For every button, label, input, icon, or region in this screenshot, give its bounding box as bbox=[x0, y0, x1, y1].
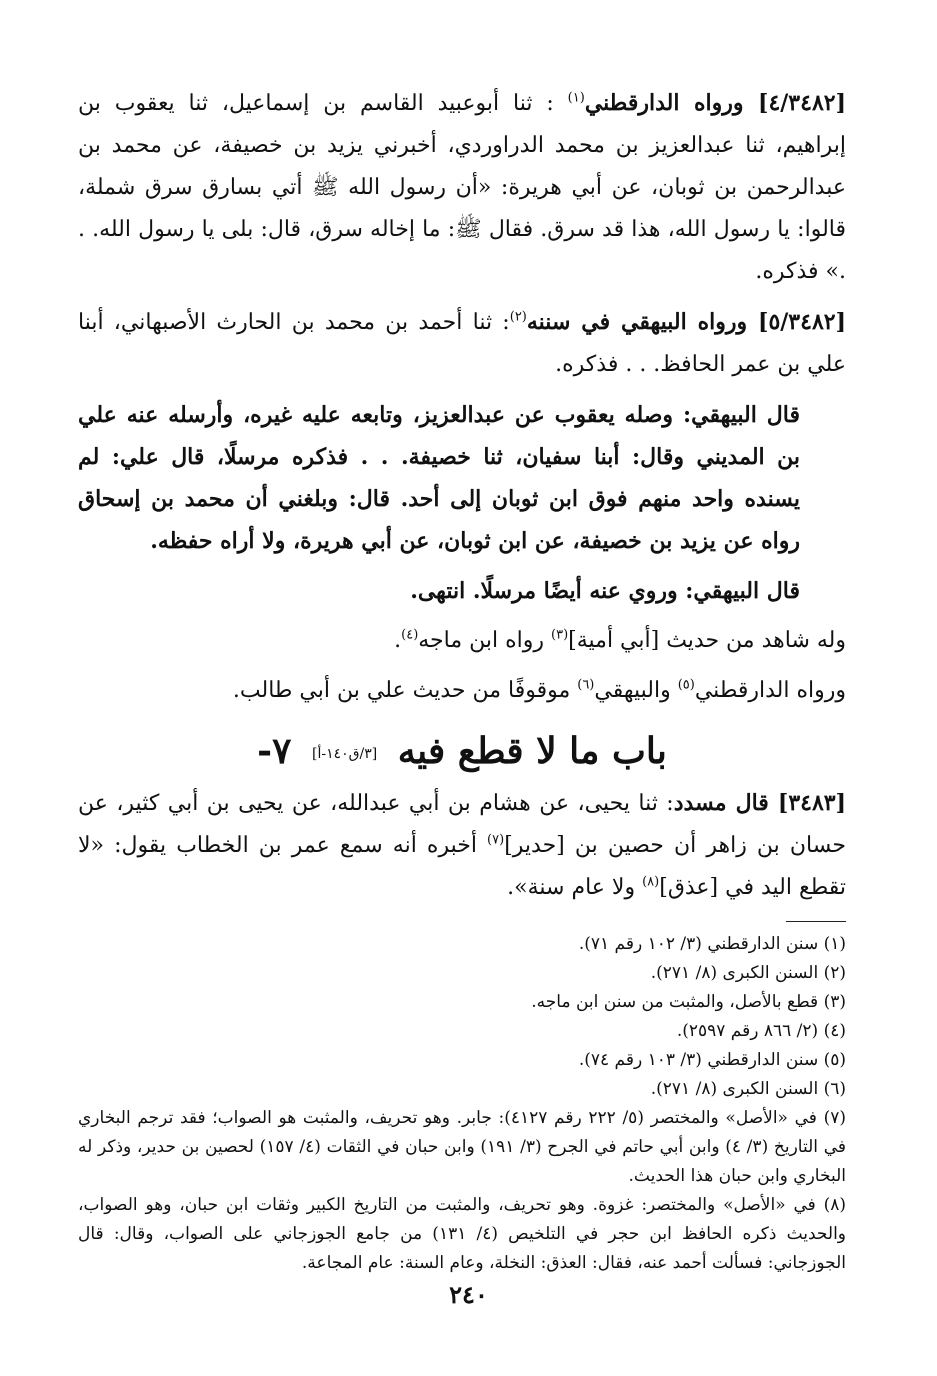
footnote-5: (٥) سنن الدارقطني (٣/ ١٠٣ رقم ٧٤). bbox=[578, 1050, 846, 1070]
shahid-text: رواه ابن ماجه bbox=[418, 628, 551, 653]
footnote-3: (٣) قطع بالأصل، والمثبت من سنن ابن ماجه. bbox=[531, 992, 846, 1012]
hadith-ref-daraqutni: [٤/٣٤٨٢] ورواه الدارقطني bbox=[584, 90, 846, 116]
shahid-text: . bbox=[394, 628, 402, 653]
paragraph-text: : ثنا أبوعبيد القاسم بن إسماعيل، ثنا يعقوب بن إبراهيم، ثنا عبدالعزيز بن محمد الدراوردي، أخبرني يزيد بن خصيفة، عن محمد بن عبدالرحمن بن ثوبان، عن أبي هريرة: «أن رسول الله ﷺ أتي بسارق سرق شملة، قالوا: يا رسول الله، هذا قد سرق. فقال ﷺ: ما إخاله سرق، قال: بلى يا رسول الله. . .» فذكره. bbox=[78, 91, 846, 284]
paragraph-hadith-3483 bbox=[78, 782, 846, 909]
footnote-marker-3: (٣) bbox=[551, 627, 569, 643]
chapter-heading bbox=[78, 730, 846, 772]
footnote-1: (١) سنن الدارقطني (٣/ ١٠٢ رقم ٧١). bbox=[578, 934, 846, 954]
paragraph-shahid bbox=[78, 620, 846, 662]
footnote-7: (٧) في «الأصل» والمختصر (٥/ ٢٢٢ رقم ٤١٢٧): جابر. وهو تحريف، والمثبت هو الصواب؛ فقد ترجم البخاري في التاريخ (٣/ ٤) وابن أبي حاتم في الجرح (٣/ ١٩١) وابن حبان في الثقات (٤/ ١٥٧) لحصين بن حدير، وذكر له البخاري وابن حبان هذا الحديث. bbox=[78, 1108, 846, 1186]
footnotes bbox=[78, 930, 846, 1278]
footnote-marker-5: (٥) bbox=[677, 677, 695, 693]
paragraph-bayhaqi-mursal: قال البيهقي: وروي عنه أيضًا مرسلًا. انتهى. bbox=[410, 578, 800, 604]
footnote-8: (٨) في «الأصل» والمختصر: غزوة. وهو تحريف، والمثبت من التاريخ الكبير وثقات ابن حبان، وهو الصواب، والحديث ذكره الحافظ ابن حجر في التلخيص (٤/ ١٣١) من جامع الجوزجاني على الصواب، وقال: قال الجوزجاني: فسألت أحمد عنه، فقال: العذق: النخلة، وعام السنة: عام المجاعة. bbox=[78, 1195, 846, 1273]
footnote-4: (٤) (٢/ ٨٦٦ رقم ٢٥٩٧). bbox=[676, 1021, 846, 1041]
chapter-title: باب ما لا قطع فيه bbox=[397, 730, 667, 772]
footnote-marker-6: (٦) bbox=[577, 677, 595, 693]
footnote-marker-4: (٤) bbox=[401, 627, 419, 643]
paragraph-text: : ثنا أحمد بن محمد بن الحارث الأصبهاني، أبنا علي بن عمر الحافظ. . . فذكره. bbox=[78, 310, 846, 377]
shahid-text: وله شاهد من حديث [أبي أمية] bbox=[568, 628, 846, 653]
paragraph-daraqutni bbox=[78, 82, 846, 293]
mawquf-text: والبيهقي bbox=[594, 678, 678, 703]
chapter-number: ٧- bbox=[257, 730, 292, 772]
page-number: ٢٤٠ bbox=[449, 1280, 488, 1309]
paragraph-mawquf bbox=[78, 670, 846, 712]
hadith-ref-bayhaqi: [٥/٣٤٨٢] ورواه البيهقي في سننه bbox=[526, 309, 846, 335]
paragraph-bayhaqi-sunan bbox=[78, 301, 846, 386]
footnote-marker-2: (٢) bbox=[509, 309, 527, 325]
footnote-2: (٢) السنن الكبرى (٨/ ٢٧١). bbox=[650, 963, 846, 983]
paragraph-bayhaqi-comment: قال البيهقي: وصله يعقوب عن عبدالعزيز، وتابعه عليه غيره، وأرسله عنه علي بن المديني وقال: أبنا سفيان، ثنا خصيفة. . . فذكره مرسلًا، قال علي: لم يسنده واحد منهم فوق ابن ثوبان إلى أحد. قال: وبلغني أن محمد بن إسحاق رواه عن يزيد بن خصيفة، عن ابن ثوبان، عن أبي هريرة، ولا أراه حفظه. bbox=[78, 402, 800, 554]
footnote-marker-8: (٨) bbox=[642, 874, 660, 890]
footnote-divider bbox=[786, 921, 846, 922]
footnote-marker-7: (٧) bbox=[487, 832, 505, 848]
footnote-6: (٦) السنن الكبرى (٨/ ٢٧١). bbox=[650, 1079, 846, 1099]
mawquf-text: ورواه الدارقطني bbox=[694, 678, 846, 703]
hadith-text: : ثنا يحيى، عن هشام بن أبي عبدالله، عن يحيى بن أبي كثير، عن حسان بن زاهر أن حصين بن [حدير] bbox=[78, 791, 846, 858]
mawquf-text: موقوفًا من حديث علي بن أبي طالب. bbox=[232, 678, 578, 703]
hadith-text: أخبره أنه سمع عمر بن الخطاب يقول: «لا تقطع اليد في [عذق] bbox=[78, 833, 846, 900]
hadith-ref-musaddad: [٣٤٨٣] قال مسدد bbox=[673, 790, 846, 816]
hadith-text: ولا عام سنة». bbox=[507, 875, 643, 900]
page-body bbox=[78, 82, 846, 1278]
footnote-marker-1: (١) bbox=[567, 90, 585, 106]
manuscript-ref: [٣/ق١٤٠-أ] bbox=[311, 746, 378, 762]
